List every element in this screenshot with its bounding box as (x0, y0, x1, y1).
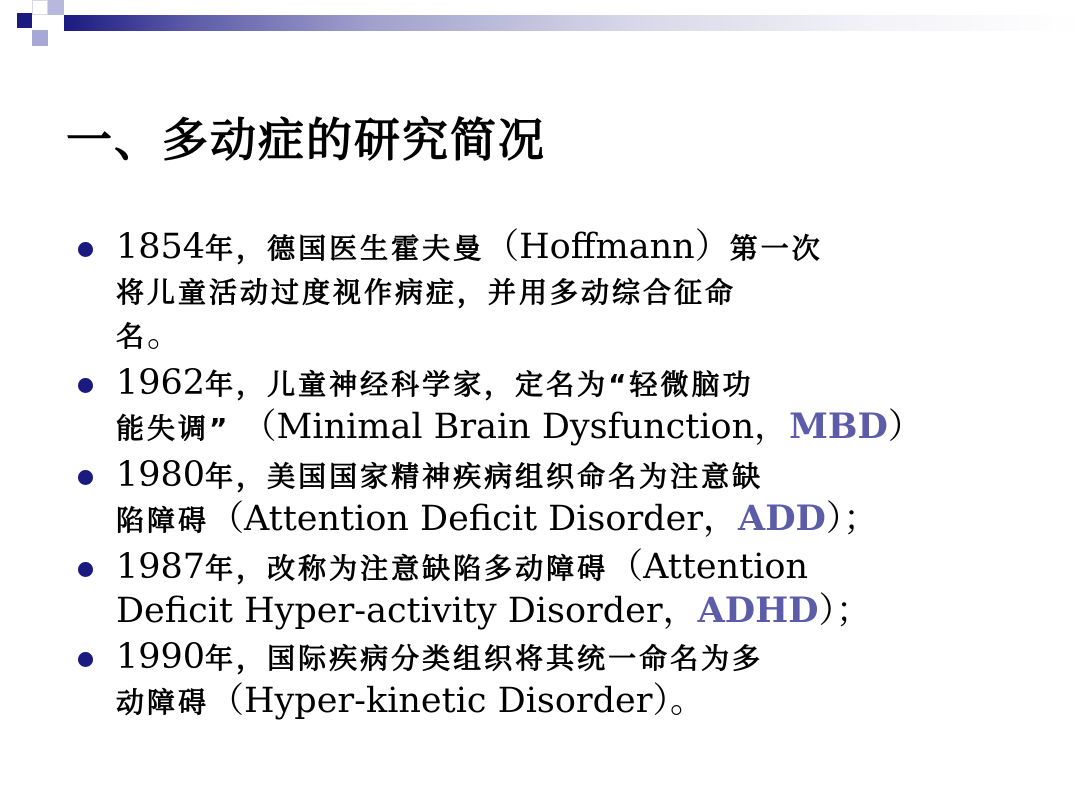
bullet-text: ）； (825, 499, 879, 539)
decor-square (32, 30, 48, 46)
bullet-text: 年，改称为注意缺陷多动障碍 (205, 552, 609, 585)
bullet-text: 将儿童活动过度视作病症，并用多动综合征命 (116, 276, 737, 309)
bullet-line (116, 226, 958, 270)
bullet-text: 第一次 (729, 232, 823, 265)
bullet-text: （Attention (608, 547, 809, 587)
bullet-text: 年，儿童神经科学家，定名为“轻微脑功 (205, 368, 754, 401)
bullet-text: 年，国际疾病分类组织将其统一命名为多 (205, 642, 764, 675)
bullet-line (116, 362, 958, 406)
bullet-line (116, 590, 958, 632)
abbreviation-text: ADHD (697, 590, 819, 631)
slide-title: 一、多动症的研究简况 (66, 113, 546, 167)
bullet-line (116, 314, 958, 358)
bullet-dot-icon (78, 652, 93, 667)
bullet-text: 1990 (116, 637, 206, 677)
bullet-text: 动障碍 (116, 686, 210, 719)
bullet-item (78, 636, 958, 724)
bullet-text: 。 (147, 315, 183, 355)
bullet-text: （Minimal Brain Dysfunction， (230, 407, 790, 447)
bullet-text: 年，德国医生霍夫曼 (205, 232, 485, 265)
bullet-line (116, 680, 958, 724)
bullet-dot-icon (78, 470, 93, 485)
bullet-item (78, 546, 958, 632)
bullet-text: 名 (116, 320, 148, 353)
bullet-item (78, 454, 958, 542)
bullet-item (78, 362, 958, 450)
bullet-text: ） (887, 407, 923, 447)
bullet-line (116, 636, 958, 680)
bullet-list (78, 226, 958, 728)
decor-square (32, 0, 48, 15)
bullet-text: 陷障碍 (116, 504, 210, 537)
bullet-text: 1980 (116, 455, 206, 495)
bullet-text: 能失调” (116, 412, 231, 445)
decor-square (48, 15, 64, 31)
bullet-line (116, 546, 958, 590)
bullet-text: （Hoffmann） (484, 227, 730, 267)
bullet-item (78, 226, 958, 358)
bullet-text: Deficit Hyper-activity Disorder， (116, 591, 698, 631)
bullet-line (116, 406, 958, 450)
bullet-line (116, 270, 958, 314)
bullet-line (116, 454, 958, 498)
header-gradient-bar (64, 15, 1080, 31)
bullet-text: （Attention Deficit Disorder， (209, 499, 739, 539)
bullet-dot-icon (78, 242, 93, 257)
bullet-line (116, 498, 958, 542)
abbreviation-text: ADD (738, 498, 826, 539)
bullet-dot-icon (78, 378, 93, 393)
bullet-text: 1962 (116, 363, 206, 403)
bullet-text: （Hyper-kinetic Disorder）。 (209, 681, 705, 721)
bullet-text: 1987 (116, 547, 206, 587)
bullet-text: ）； (818, 591, 872, 631)
bullet-text: 1854 (116, 227, 206, 267)
decor-square (48, 0, 64, 15)
bullet-dot-icon (78, 562, 93, 577)
decor-square (17, 13, 32, 28)
bullet-text: 年，美国国家精神疾病组织命名为注意缺 (205, 460, 764, 493)
abbreviation-text: MBD (789, 406, 888, 447)
